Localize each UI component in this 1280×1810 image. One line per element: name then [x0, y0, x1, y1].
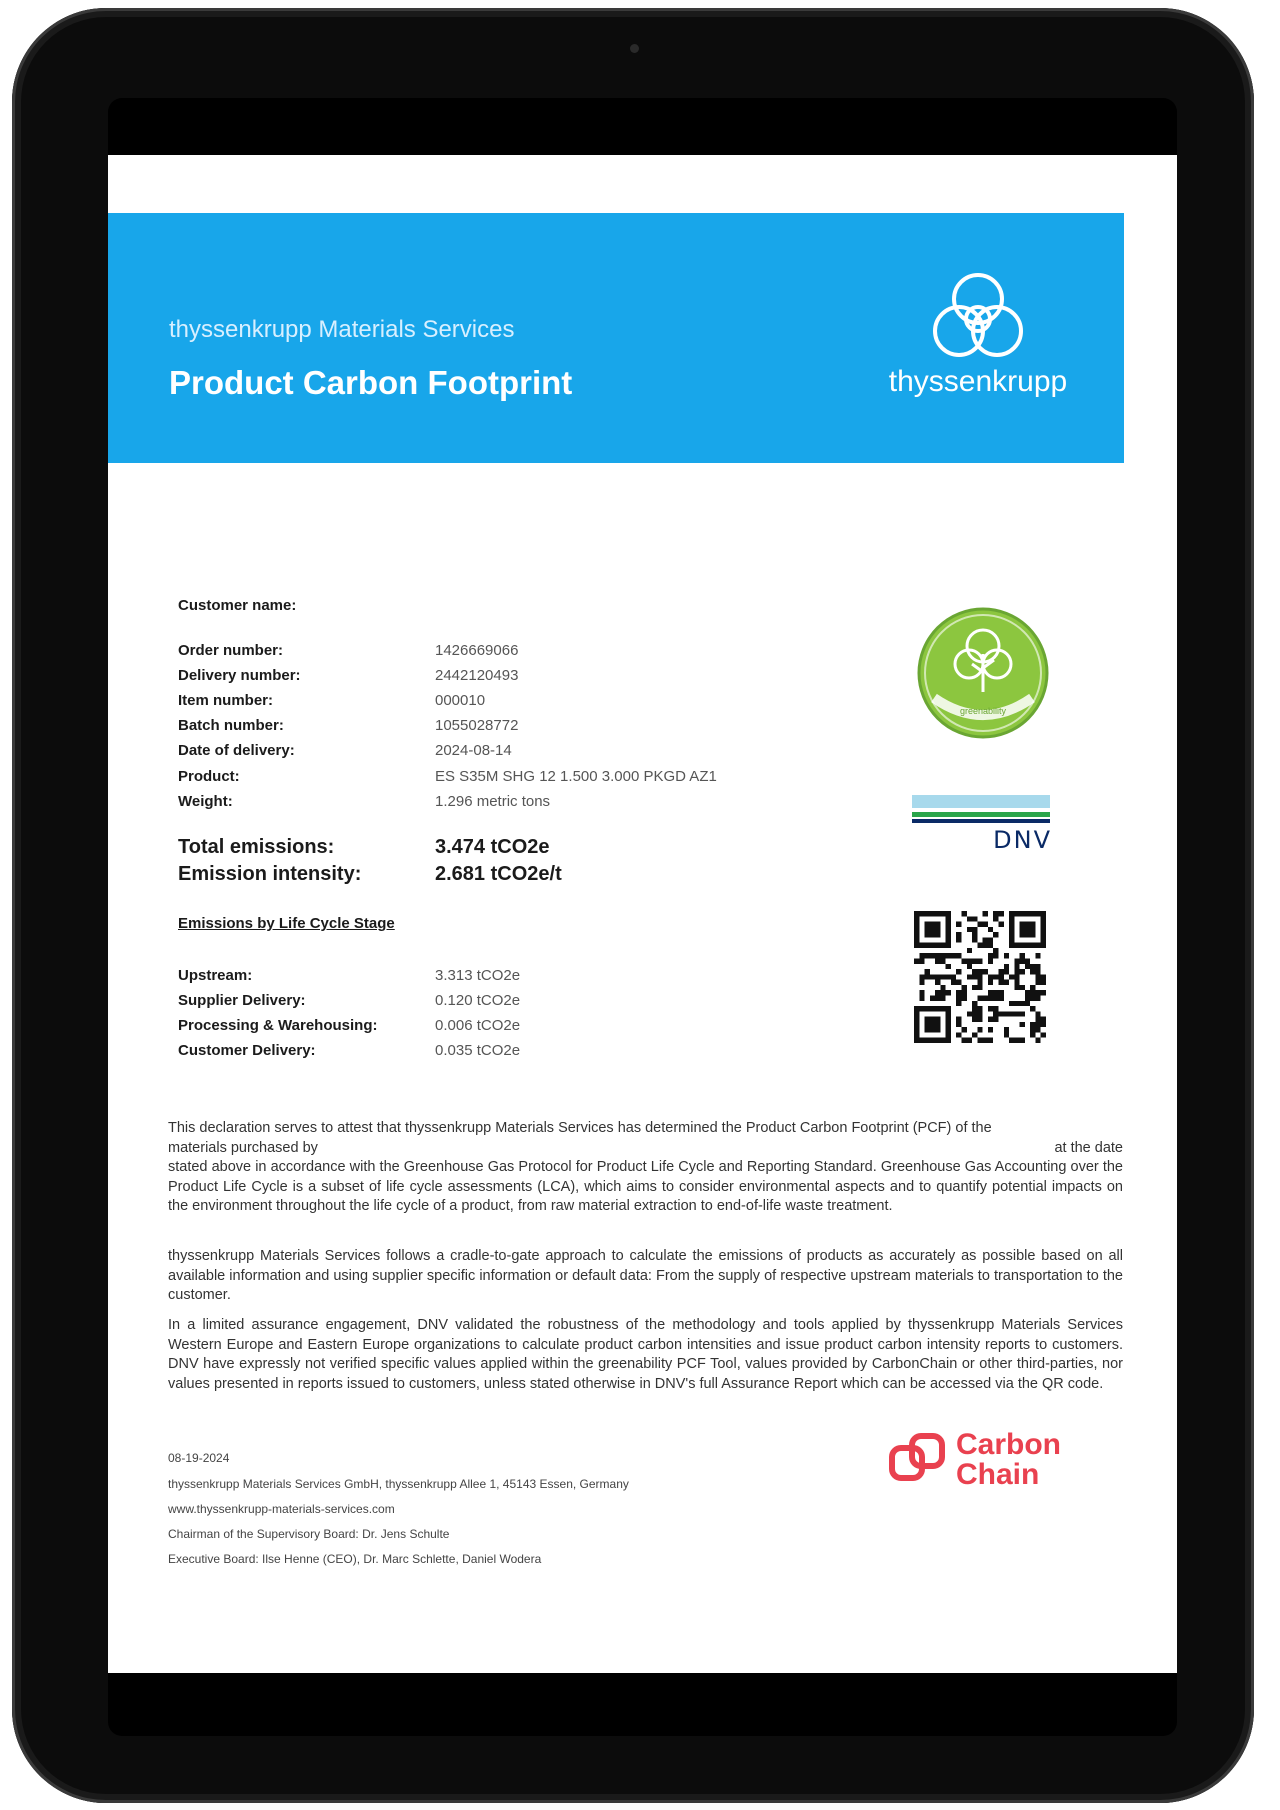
customer-delivery-label: Customer Delivery: — [178, 1042, 316, 1059]
assurance-paragraph: In a limited assurance engagement, DNV validated the robustness of the methodology and tools applied by thyssenkrupp Materials Services Western Europe and Eastern Europe organizations to calculate product carbon intensities and issue product carbon intensity reports to customers. DNV have expressly not verified specific values applied within the greenability PCF Tool, values provided by CarbonChain or other third-parties, nor values presented in reports issued to customers, unless stated otherwise in DNV's full Assurance Report which can be accessed via the QR code. — [168, 1317, 1123, 1392]
declaration-rest: stated above in accordance with the Greenhouse Gas Protocol for Product Life Cycle and Reporting Standard. Greenhouse Gas Accounting over the Product Life Cycle is a subset of life cycle assessments (LCA), which aims to consider environmental aspects and to quantify potential impacts on the environment throughout the life cycle of a product, from raw material extraction to end-of-life waste treatment. — [168, 1159, 1123, 1214]
product-value: ES S35M SHG 12 1.500 3.000 PKGD AZ1 — [435, 768, 717, 785]
upstream-label: Upstream: — [178, 967, 253, 984]
delivery-number-label: Delivery number: — [178, 667, 301, 684]
delivery-number-value: 2442120493 — [435, 667, 519, 684]
carbonchain-wordmark — [956, 1430, 1061, 1490]
order-number-label: Order number: — [178, 642, 284, 659]
weight-label: Weight: — [178, 793, 233, 810]
emission-intensity-value: 2.681 tCO2e/t — [435, 863, 562, 885]
chain-word: Chain — [956, 1458, 1040, 1491]
document-page — [108, 155, 1177, 1673]
dnv-logo — [912, 795, 1052, 855]
batch-number-label: Batch number: — [178, 717, 284, 734]
carbon-word: Carbon — [956, 1428, 1061, 1461]
processing-label: Processing & Warehousing: — [178, 1017, 378, 1034]
customer-name-label: Customer name: — [178, 597, 297, 614]
greenability-badge-icon — [916, 606, 1050, 740]
declaration-line1: This declaration serves to attest that thyssenkrupp Materials Services has determined the Product Carbon Footprint (PCF) of the — [168, 1120, 992, 1136]
footer-date: 08-19-2024 — [168, 1451, 230, 1465]
qr-code[interactable] — [914, 911, 1046, 1043]
tablet-screen — [108, 98, 1177, 1736]
delivery-date-value: 2024-08-14 — [435, 742, 512, 759]
product-label: Product: — [178, 768, 240, 785]
document-title: Product Carbon Footprint — [169, 364, 573, 401]
tablet-frame — [12, 8, 1254, 1803]
footer-address: thyssenkrupp Materials Services GmbH, thyssenkrupp Allee 1, 45143 Essen, Germany — [168, 1477, 629, 1491]
batch-number-value: 1055028772 — [435, 717, 519, 734]
brand-wordmark: thyssenkrupp — [888, 365, 1068, 398]
declaration-line2-right: at the date — [1054, 1139, 1123, 1156]
carbonchain-link-icon — [886, 1430, 948, 1492]
declaration-paragraph — [168, 1119, 1123, 1217]
declaration-line2-left: materials purchased by — [168, 1139, 318, 1156]
supplier-delivery-value: 0.120 tCO2e — [435, 992, 521, 1009]
carbonchain-logo — [886, 1428, 1086, 1498]
company-name: thyssenkrupp Materials Services — [169, 316, 515, 343]
dnv-wordmark: DNV — [993, 826, 1052, 854]
camera-dot — [630, 44, 639, 53]
customer-delivery-value: 0.035 tCO2e — [435, 1042, 521, 1059]
weight-value: 1.296 metric tons — [435, 793, 551, 810]
lifecycle-heading: Emissions by Life Cycle Stage — [178, 915, 395, 932]
footer-website[interactable]: www.thyssenkrupp-materials-services.com — [168, 1502, 395, 1516]
greenability-text: greenability — [959, 706, 1007, 716]
order-number-value: 1426669066 — [435, 642, 519, 659]
total-emissions-label: Total emissions: — [178, 836, 335, 858]
processing-value: 0.006 tCO2e — [435, 1017, 521, 1034]
footer-chairman: Chairman of the Supervisory Board: Dr. Jens Schulte — [168, 1527, 450, 1541]
emission-intensity-label: Emission intensity: — [178, 863, 362, 885]
thyssenkrupp-logo — [888, 273, 1068, 399]
header-banner — [108, 213, 1124, 463]
total-emissions-value: 3.474 tCO2e — [435, 836, 550, 858]
supplier-delivery-label: Supplier Delivery: — [178, 992, 306, 1009]
delivery-date-label: Date of delivery: — [178, 742, 295, 759]
footer-executive: Executive Board: Ilse Henne (CEO), Dr. Marc Schlette, Daniel Wodera — [168, 1552, 542, 1566]
upstream-value: 3.313 tCO2e — [435, 967, 521, 984]
item-number-value: 000010 — [435, 692, 486, 709]
methodology-paragraph: thyssenkrupp Materials Services follows a cradle-to-gate approach to calculate the emissions of products as accurately as possible based on all available information and using supplier specific information or default data: From the supply of respective upstream materials to transportation to the customer. — [168, 1248, 1123, 1303]
item-number-label: Item number: — [178, 692, 274, 709]
thyssenkrupp-rings-icon — [923, 273, 1033, 365]
